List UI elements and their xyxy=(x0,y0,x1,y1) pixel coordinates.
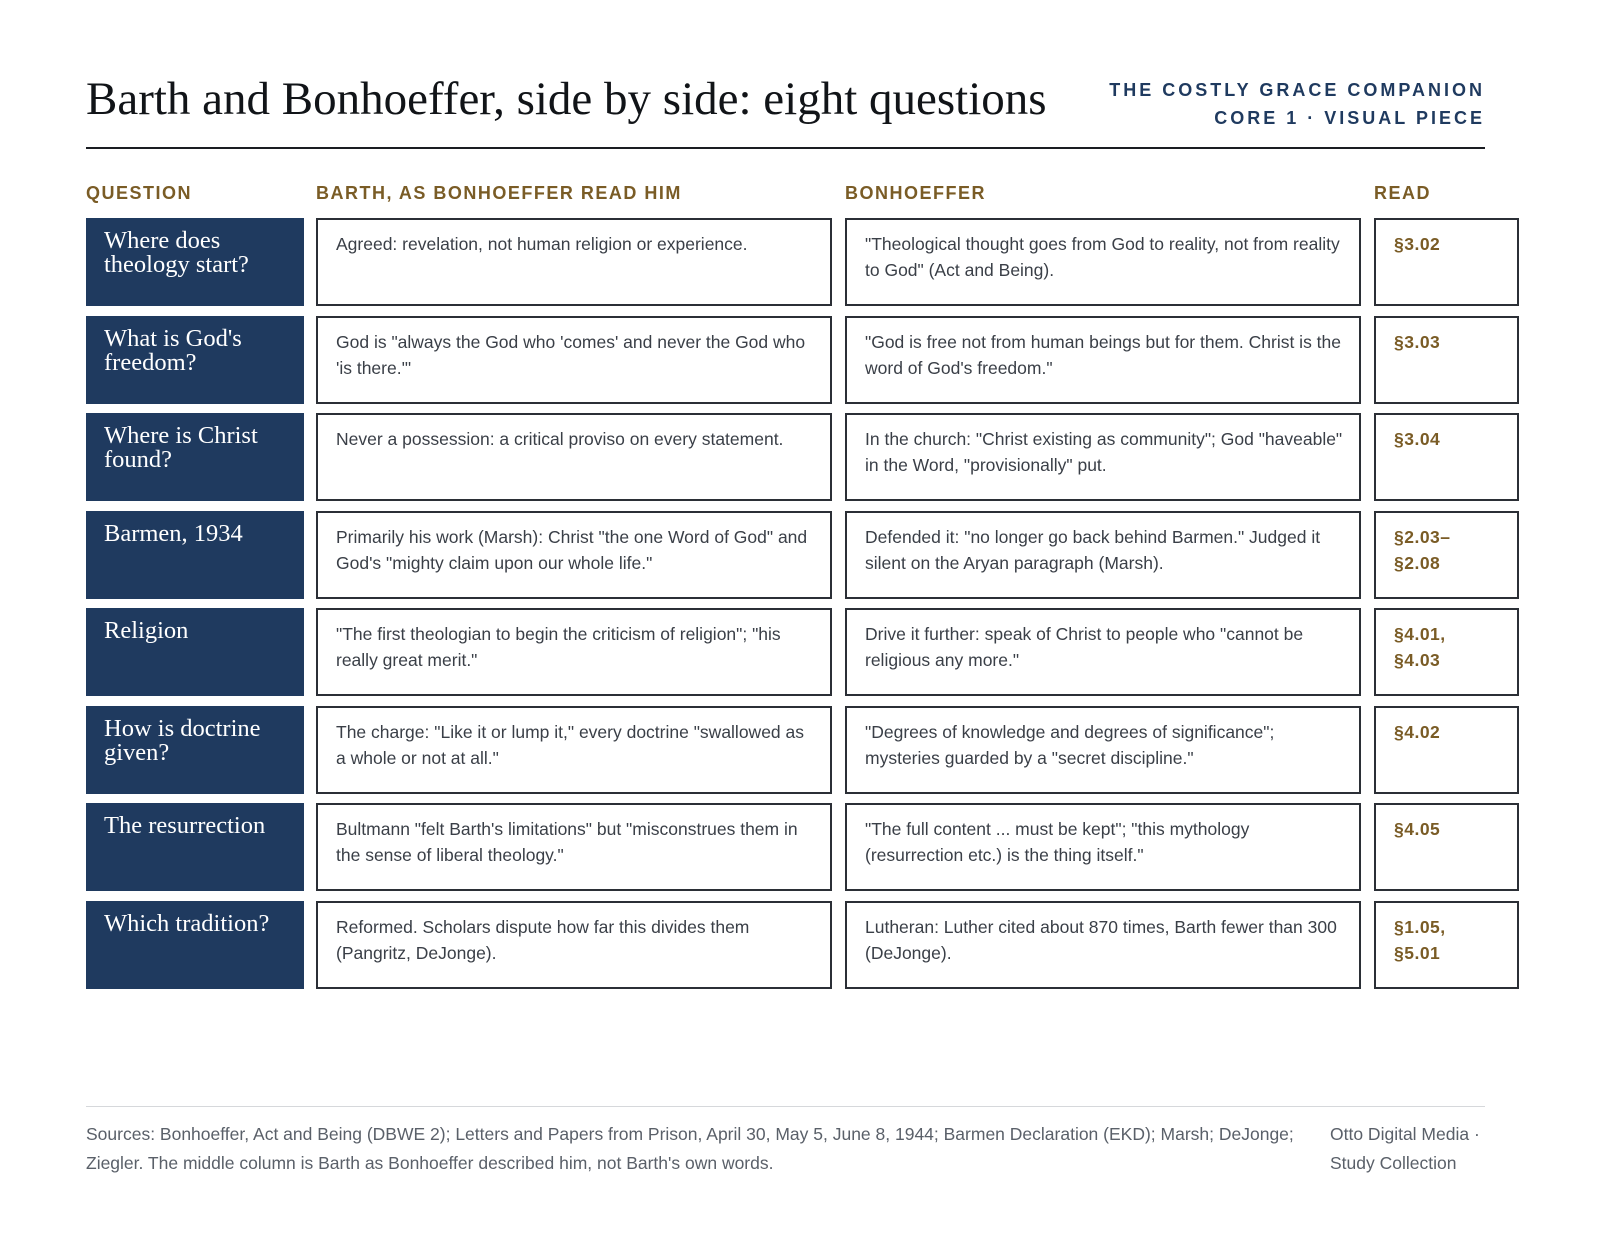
brand-subtitle: CORE 1 · VISUAL PIECE xyxy=(1214,108,1485,128)
read-reference: §2.03– §2.08 xyxy=(1374,511,1519,599)
read-reference: §4.02 xyxy=(1374,706,1519,794)
bonhoeffer-cell: "Theological thought goes from God to reality, not from reality to God" (Act and Being). xyxy=(845,218,1361,306)
question-cell: The resurrection xyxy=(86,803,304,891)
footer-divider xyxy=(86,1106,1485,1107)
read-reference: §3.03 xyxy=(1374,316,1519,404)
table-row xyxy=(86,511,1485,599)
read-reference: §4.05 xyxy=(1374,803,1519,891)
publisher-credit: Otto Digital Media · Study Collection xyxy=(1330,1124,1480,1173)
question-cell: Where is Christ found? xyxy=(86,413,304,501)
bonhoeffer-cell: "Degrees of knowledge and degrees of significance"; mysteries guarded by a "secret discipline." xyxy=(845,706,1361,794)
bonhoeffer-cell: Drive it further: speak of Christ to people who "cannot be religious any more." xyxy=(845,608,1361,696)
barth-cell: Agreed: revelation, not human religion or experience. xyxy=(316,218,832,306)
table-row xyxy=(86,413,1485,501)
barth-cell: God is "always the God who 'comes' and never the God who 'is there.'" xyxy=(316,316,832,404)
question-cell: Where does theology start? xyxy=(86,218,304,306)
column-header-bonhoeffer: BONHOEFFER xyxy=(845,183,986,203)
column-header-barth: BARTH, AS BONHOEFFER READ HIM xyxy=(316,183,682,203)
table-row xyxy=(86,218,1485,306)
question-cell: What is God's freedom? xyxy=(86,316,304,404)
header-divider xyxy=(86,147,1485,149)
bonhoeffer-cell: In the church: "Christ existing as community"; God "haveable" in the Word, "provisionally" put. xyxy=(845,413,1361,501)
brand-title: THE COSTLY GRACE COMPANION xyxy=(1109,80,1485,100)
question-cell: Barmen, 1934 xyxy=(86,511,304,599)
barth-cell: The charge: "Like it or lump it," every doctrine "swallowed as a whole or not at all." xyxy=(316,706,832,794)
bonhoeffer-cell: Defended it: "no longer go back behind Barmen." Judged it silent on the Aryan paragraph (Marsh). xyxy=(845,511,1361,599)
comparison-table xyxy=(86,218,1485,998)
read-reference: §4.01, §4.03 xyxy=(1374,608,1519,696)
read-reference: §1.05, §5.01 xyxy=(1374,901,1519,989)
read-reference: §3.04 xyxy=(1374,413,1519,501)
table-row xyxy=(86,803,1485,891)
table-row xyxy=(86,706,1485,794)
brand-block xyxy=(1109,76,1485,132)
barth-cell: Reformed. Scholars dispute how far this divides them (Pangritz, DeJonge). xyxy=(316,901,832,989)
column-header-question: QUESTION xyxy=(86,183,193,203)
barth-cell: Never a possession: a critical proviso on every statement. xyxy=(316,413,832,501)
barth-cell: "The first theologian to begin the criticism of religion"; "his really great merit." xyxy=(316,608,832,696)
bonhoeffer-cell: "God is free not from human beings but for them. Christ is the word of God's freedom." xyxy=(845,316,1361,404)
table-row xyxy=(86,316,1485,404)
barth-cell: Primarily his work (Marsh): Christ "the one Word of God" and God's "mighty claim upon our whole life." xyxy=(316,511,832,599)
sources-note: Sources: Bonhoeffer, Act and Being (DBWE 2); Letters and Papers from Prison, April 30, May 5, June 8, 1944; Barmen Declaration (EKD); Marsh; DeJonge; Ziegler. The middle column is Barth as Bonhoeffer described him, not Barth's own words. xyxy=(86,1124,1294,1173)
question-cell: Which tradition? xyxy=(86,901,304,989)
read-reference: §3.02 xyxy=(1374,218,1519,306)
table-row xyxy=(86,901,1485,989)
question-cell: How is doctrine given? xyxy=(86,706,304,794)
page-title: Barth and Bonhoeffer, side by side: eight questions xyxy=(86,73,1047,125)
question-cell: Religion xyxy=(86,608,304,696)
column-header-read: READ xyxy=(1374,183,1432,203)
barth-cell: Bultmann "felt Barth's limitations" but "misconstrues them in the sense of liberal theology." xyxy=(316,803,832,891)
bonhoeffer-cell: Lutheran: Luther cited about 870 times, Barth fewer than 300 (DeJonge). xyxy=(845,901,1361,989)
bonhoeffer-cell: "The full content ... must be kept"; "this mythology (resurrection etc.) is the thing itself." xyxy=(845,803,1361,891)
table-row xyxy=(86,608,1485,696)
